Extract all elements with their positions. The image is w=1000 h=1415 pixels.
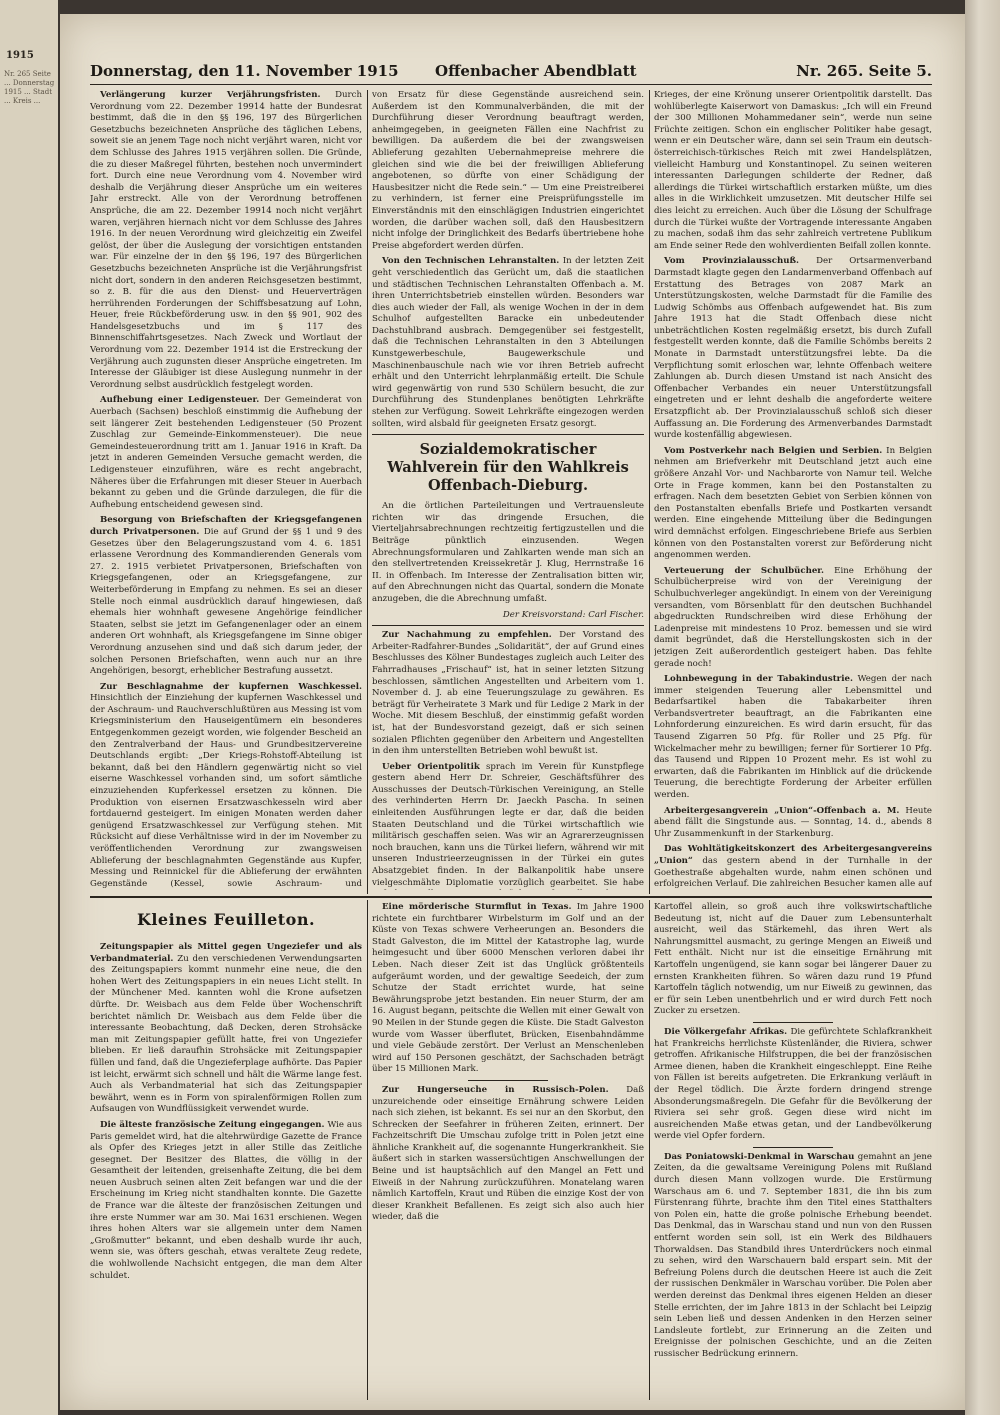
article-ledigensteuer xyxy=(90,395,362,511)
article-heading: Die Völkergefahr Afrikas. xyxy=(664,1026,788,1037)
article-heading: Zeitungspapier als Mittel gegen Ungeziefer und als Verbandmaterial. xyxy=(90,942,362,964)
article-heading: Zur Hungerseuche in Russisch-Polen. xyxy=(382,1084,609,1095)
feuilleton-column-3 xyxy=(654,902,932,1402)
article-heading: Besorgung von Briefschaften der Kriegsgefangenen durch Privatpersonen. xyxy=(90,515,362,537)
feuilleton-separator xyxy=(90,896,932,898)
article-body: Der Gemeinderat von Auerbach (Sachsen) beschloß einstimmig die Aufhebung der seit längerer Zeit bestehenden Ledigensteuer (50 Prozent Zuschlag zur Gemeinde-Einkommensteuer). Die neue Gemeindesteuerordnung tritt am 1. Januar 1916 in Kraft. Da jetzt in anderen Gemeinden Versuche gemacht werden, die Ledigensteuer einzuführen, wäre es recht angebracht, Näheres über die Erfahrungen mit dieser Steuer in Auerbach bekannt zu geben und die Gründe darzulegen, die für die Aufhebung entscheidend gewesen sind. xyxy=(90,395,362,510)
article-body: Der Vorstand des Arbeiter-Radfahrer-Bundes „Solidarität“, der auf Grund eines Beschlusses des Kölner Bundestages zugleich auch Leiter des Fahrradhauses „Frischauf“ ist, hat in seiner letzten Sitzung beschlossen, sämtlichen Angestellten und Arbeitern vom 1. November d. J. ab eine Teuerungszulage zu gewähren. Es beträgt für Verheiratete 3 Mark und für Ledige 2 Mark in der Woche. Mit diesem Beschluß, der einstimmig gefaßt worden ist, hat der Bundesvorstand gezeigt, daß er sich seinen sozialen Pflichten gegenüber den Arbeitern und Angestellten in den ihm unterstellten Betrieben wohl bewußt ist. xyxy=(372,630,644,757)
article-body: In Belgien nehmen am Briefverkehr mit Deutschland jetzt auch eine größere Anzahl Vor- und Nachbarorte von Namur teil. Welche Orte in Frage kommen, kann bei den Postanstalten zu erfragen. Nach dem besetzten Gebiet von Serbien können von den Postanstalten ebenfalls Briefe und Postkarten versandt werden. Eine eingehende Mitteilung über die Bedingungen wird demnächst erfolgen. Eingeschriebene Briefe aus Serbien können von den Postanstalten vorerst zur Beförderung nicht angenommen werden. xyxy=(654,445,932,561)
article-heading: Lohnbewegung in der Tabakindustrie. xyxy=(664,674,853,685)
masthead xyxy=(90,60,932,85)
article-body: Daß unzureichende oder einseitige Ernährung schwere Leiden nach sich ziehen, ist bekannt. Es sei nur an den Skorbut, den Schrecken der Seefahrer in früheren Zeiten, erinnert. Der Fachzeitschrift Die Umschau zufolge tritt in Polen jetzt eine ähnliche Krankheit auf, die sogenannte Hungerkrankheit. Sie äußert sich in starken wassersüchtigen Anschwellungen der Beine und ist hauptsächlich auf den Mangel an Fett und Eiweiß in der Nahrung zurückzuführen. Monatelang waren nämlich Kartoffeln, Kraut und Rüben die einzige Kost der von dieser Krankheit Befallenen. Es zeigt sich also auch hier wieder, daß die xyxy=(372,1084,644,1223)
kreisvorstand-signature: Der Kreisvorstand: Carl Fischer. xyxy=(502,609,644,620)
article-schulbuecher xyxy=(654,566,932,670)
previous-page-edge xyxy=(0,0,58,1415)
feuilleton-afrika xyxy=(654,1027,932,1143)
article-verjaehrung xyxy=(90,90,362,391)
article-gesangverein xyxy=(654,806,932,841)
column-divider xyxy=(367,90,368,894)
article-provinzialausschuss xyxy=(654,256,932,442)
article-body: Wie aus Paris gemeldet wird, hat die altehrwürdige Gazette de France als Opfer des Krieges jetzt in aller Stille das Zeitliche gesegnet. Der Besitzer des Blattes, die völlig in der Gesamtheit der leitenden, greisenhafte Zeitung, die bei dem neuen Ausbruch seinen alten Zeit befangen war und die der Erscheinung im Krieg nicht standhalten konnte. Die Gazette de France war die älteste der französischen Zeitungen und ihre erste Nummer war am 30. Mai 1631 erschienen. Wegen ihres hohen Alters war sie allgemein unter dem Namen „Großmutter“ bekannt, und eben deshalb wurde ihr auch, wenn sie, was öfters geschah, etwas veraltete Zeug redete, die wohlwollende Nachsicht entgegen, die man dem Alter schuldet. xyxy=(90,1119,362,1281)
masthead-paper-name: Offenbacher Abendblatt xyxy=(435,62,637,80)
feuilleton-hungerseuche xyxy=(372,1085,644,1224)
sozialdemokratischer-wahlverein-title: Sozialdemokratischer Wahlverein für den Wahlkreis Offenbach-Dieburg. xyxy=(387,441,629,495)
article-heading: Das Wohltätigkeitskonzert des Arbeitergesangvereins „Union“ xyxy=(654,844,932,866)
wahlverein-notice: An die örtlichen Parteileitungen und Vertrauensleute richten wir das dringende Ersuchen, die Vierteljahrsabrechnungen rechtzeitig fertigzustellen und die Beiträge pünktlich einzusenden. Wegen Abrechnungsformularen und Zahlkarten wende man sich an den stellvertretenden Kreissekretär J. Klug, Herrnstraße 16 II. in Offenbach. Im Interesse der Zentralisation bitten wir, auf den Abrechnungen nicht das Quartal, sondern die Monate anzugeben, die die Abrechnung umfaßt. xyxy=(372,501,644,604)
article-lehranstalten xyxy=(372,256,644,430)
feuilleton-gazette xyxy=(90,1120,362,1282)
article-body: Die gefürchtete Schlafkrankheit hat Frankreichs herrlichste Küstenländer, die Riviera, schwer getroffen. Afrikanische Hilfstruppen, die bei der französischen Armee dienen, haben die Krankheit eingeschleppt. Eine Reihe von Fällen ist bereits aufgetreten. Die Erkrankung verläuft in der Regel tödlich. Die Ärzte fordern dringend strenge Absonderungsmaßregeln. Die Gefahr für die Bevölkerung der Riviera sei sehr groß. Gegen diese wird nicht im ausreichenden Maße etwas getan, und der Landbevölkerung werde viel Opfer fordern. xyxy=(654,1026,932,1142)
column-divider xyxy=(367,900,368,1400)
article-waschkessel-continued: von Ersatz für diese Gegenstände ausreichend sein. Außerdem ist den Kommunalverbänden, die mit der Durchführung dieser Verordnung beauftragt werden, anheimgegeben, in geeigneten Fällen eine Nachfrist zu bewilligen. Da außerdem die bei der zwangsweisen Ablieferung gezahlten Uebernahmepreise mehrere die gleichen sind wie die bei der freiwilligen Ablieferung angebotenen, so dürfte von einer Schädigung der Hausbesitzer nicht die Rede sein.“ — Um eine Preistreiberei zu verhindern, ist ferner eine Preisprüfungsstelle im Einverständnis mit den einschlägigen Industrien eingerichtet worden, die darüber wachen soll, daß den Hausbesitzern nicht infolge der Dringlichkeit des Bedarfs übertriebene hohe Preise abgefordert werden dürfen. xyxy=(372,90,644,251)
article-body: Hinsichtlich der Einziehung der kupfernen Waschkessel und der Aschraum- und Rauchverschlußtüren aus Messing ist vom Kriegsministerium den Hauseigentümern ein besonderes Entgegenkommen gezeigt worden, wie folgender Bescheid an den Zentralverband der Haus- und Grundbesitzervereine Deutschlands ergibt: „Der Kriegs-Rohstoff-Abteilung ist bekannt, daß bei den Händlern gegenwärtig nicht so viel eiserne Waschkessel vorhanden sind, um sofort sämtliche einzuziehenden Kupferkessel ersetzen zu können. Die Produktion von eisernen Ersatzwaschkesseln wird aber fortdauernd gesteigert. Im einigen Monaten werden daher genügend Ersatzwaschkessel zur Verfügung stehen. Mit Rücksicht auf diese Verhältnisse wird in der im November zu veröffentlichenden Verordnung zur zwangsweisen Ablieferung der beschlagnahmten Gegenstände aus Kupfer, Messing und Reinnickel für die Ablieferung der erwähnten Gegenstände (Kessel, sowie Aschraum- und xyxy=(90,693,362,889)
article-orientpolitik-continued: Krieges, der eine Krönung unserer Orientpolitik darstellt. Das wohlüberlegte Kaiserwort von Damaskus: „Ich will ein Freund der 300 Millionen Mohammedaner sein“, werde nun seine Früchte zeitigen. Schon ein englischer Politiker habe gesagt, wenn er ein Deutscher wäre, dann sei sein Traum ein deutsch-österreichisch-türkisches Reich mit zwei Handelsplätzen, vielleicht Hamburg und Konstantinopel. Zu seinen weiteren interessanten Darlegungen schilderte der Redner, daß allerdings die Türkei wirtschaftlich erstarken müßte, um dies alles in die Wirklichkeit umzusetzen. Mit deutscher Hilfe sei dies leicht zu erreichen. Auch über die Lösung der Schulfrage durch die Türkei wußte der Vortragende interessante Angaben zu machen, sodaß ihm das sehr zahlreich vertretene Publikum am Ende seiner Rede den wohlverdienten Beifall zollen konnte. xyxy=(654,90,932,251)
article-body: Die auf Grund der §§ 1 und 9 des Gesetzes über den Belagerungszustand vom 4. 6. 1851 erlassene Verordnung des Kommandierenden Generals vom 27. 2. 1915 verbietet Privatpersonen, Briefschaften von Kriegsgefangenen, oder an Kriegsgefangene, zur Weiterbeförderung in Empfang zu nehmen. Es sei an dieser Stelle noch einmal ausdrücklich darauf hingewiesen, daß ehemals hier wohnhaft gewesene Angehörige feindlicher Staaten, selbst sie jetzt im Gefangenenlager oder an einem anderen Ort wohnhaft, als Kriegsgefangene im Sinne obiger Verordnung anzusehen sind und daß sich darum jeder, der solchen Personen Briefschaften, wenn auch nur an ihre Angehörigen, besorgt, erheblicher Bestrafung aussetzt. xyxy=(90,526,362,677)
article-waschkessel xyxy=(90,682,362,890)
section-rule xyxy=(372,625,644,626)
article-nachahmung xyxy=(372,630,644,758)
article-body: Zu den verschiedenen Verwendungsarten des Zeitungspapiers kommt nunmehr eine neue, die den hohen Wert des Zeitungspapiers in ein neues Licht stellt. In der Münchener Med. kannten wohl die Krone aufsetzen dürfte. Dr. Weisbach aus dem Felde über Wochenschrift berichtet nämlich Dr. Weisbach aus dem Felde über die interessante Beobachtung, daß Decken, deren Strohsäcke man mit Zeitungspapier gefüllt hatte, frei von Ungeziefer blieben. Er ließ daraufhin Strohsäcke mit Zeitungspapier füllen und fand, daß die Ungezieferplage aufhörte. Das Papier ist leicht, erwärmt sich schnell und hält die Wärme lange fest. Auch als Verbandmaterial hat sich das Zeitungspapier bewährt, wenn es in Form von spiralenförmigen Rollen zum Aufsaugen von Wundflüssigkeit verwendet wurde. xyxy=(90,953,362,1115)
section-rule xyxy=(372,434,644,435)
masthead-date: Donnerstag, den 11. November 1915 xyxy=(90,62,399,80)
article-body: Der Ortsarmenverband Darmstadt klagte gegen den Landarmenverband Offenbach auf Erstattung des Betrages von 2087 Mark an Unterstützungskosten, welche Darmstadt für die Familie des Ludwig Schömbs aus Offenbach aufgewendet hat. Bis zum Jahre 1913 hat die Stadt Offenbach diese nicht unbeträchtlichen Kosten regelmäßig ersetzt, bis durch Zufall festgestellt werden konnte, daß die Familie Schömbs bereits 2 Monate in Darmstadt unterstützungsfrei lebte. Da die Verpflichtung somit erloschen war, lehnte Offenbach weitere Zahlungen ab. Durch diesen Umstand ist nach Ansicht des Offenbacher Verbandes ein neuer Unterstützungsfall eingetreten und er lehnt deshalb die angeforderte weitere Ersatzpflicht ab. Der Provinzialausschuß schloß sich dieser Auffassung an. Die Forderung des Armenverbandes Darmstadt wurde kostenfällig abgewiesen. xyxy=(654,256,932,441)
article-heading: Vom Postverkehr nach Belgien und Serbien. xyxy=(664,445,883,456)
column-divider xyxy=(649,90,650,894)
feuilleton-sturmflut xyxy=(372,902,644,1076)
article-body: Heute abend fällt die Singstunde aus. — Sonntag, 14. d., abends 8 Uhr Zusammenkunft in der Starkenburg. xyxy=(654,805,932,839)
article-body: sprach im Verein für Kunstpflege gestern abend Herr Dr. Schreier, Geschäftsführer des Ausschusses der Deutsch-Türkischen Vereinigung, an Stelle des verhinderten Herrn Dr. Jaeckh Pascha. In seinen einleitenden Ausführungen legte er dar, daß die beiden Staaten Deutschland und die Türkei wirtschaftlich wie militärisch geschaffen seien. Was wir an Agrarerzeugnissen noch brauchen, kann uns die Türkei liefern, während wir mit unseren Industrieerzeugnissen in der Türkei ein gutes Absatzgebiet finden. In der Balkanpolitik habe unsere vielgeschmähte Diplomatie vorzüglich gearbeitet. Sie habe xyxy=(372,761,644,888)
feuilleton-column-1 xyxy=(90,942,362,1402)
feuilleton-column-2 xyxy=(372,902,644,1402)
column-divider xyxy=(649,900,650,1400)
article-postverkehr xyxy=(654,446,932,562)
article-body: Im Jahre 1900 richtete ein furchtbarer Wirbelsturm im Golf und an der Küste von Texas schwere Verheerungen an. Besonders die Stadt Galveston, die im Mittel der Katastrophe lag, wurde heimgesucht und über 6000 Menschen verloren dabei ihr Leben. Nach dieser Zeit ist das Unglück größtenteils aufgeräumt worden, und der gewaltige Seedeich, der zum Schutze der Stadt errichtet wurde, hat seine Bewährungsprobe jetzt bestanden. Ein neuer Sturm, der am 16. August begann, peitschte die Wellen mit einer Gewalt von 90 Meilen in der Stunde gegen die Küste. Die Stadt Galveston wurde vom Wasser überflutet, Brücken, Eisenbahndämme und viele Gebäude zerstört. Der Verlust an Menschenleben wird auf 150 Personen geschätzt, der Sachschaden beträgt über 15 Millionen Mark. xyxy=(372,902,644,1075)
article-heading: Von den Technischen Lehranstalten. xyxy=(382,256,560,267)
column-3 xyxy=(654,90,932,890)
newspaper-page xyxy=(60,14,965,1410)
article-tabakindustrie xyxy=(654,674,932,802)
previous-page-year: 1915 xyxy=(6,50,34,61)
column-2 xyxy=(372,90,644,890)
article-heading: Verteuerung der Schulbücher. xyxy=(664,565,825,576)
book-binding-edge xyxy=(965,0,1000,1415)
previous-page-fragment: Nr. 265 Seite ... Donnerstag 1915 ... Stadt ... Kreis ... xyxy=(4,70,55,105)
small-rule xyxy=(753,1147,833,1148)
article-heading: Aufhebung einer Ledigensteuer. xyxy=(100,395,260,406)
article-heading: Zur Beschlagnahme der kupfernen Waschkessel. xyxy=(100,681,362,692)
feuilleton-kartoffel-continued: Kartoffel allein, so groß auch ihre volkswirtschaftliche Bedeutung ist, nicht auf die Dauer zum Lebensunterhalt ausreicht, weil das Stärkemehl, das ihren Wert als Nahrungsmittel ausmacht, zu geringe Mengen an Eiweiß und Fett enthält. Nicht nur ist die einseitige Ernährung mit Kartoffeln ungenügend, sie kann sogar bei längerer Dauer zu ernsten Krankheiten führen. So wären dazu rund 19 Pfund Kartoffeln täglich notwendig, um nur Eiweiß zu gewinnen, das er für sein Leben unentbehrlich und er wird durch Fett noch Zucker zu ersetzen. xyxy=(654,902,932,1017)
article-orientpolitik xyxy=(372,762,644,890)
masthead-issue: Nr. 265. Seite 5. xyxy=(796,62,932,80)
column-1 xyxy=(90,90,362,890)
article-body: Durch Verordnung vom 22. Dezember 19914 hatte der Bundesrat bestimmt, daß die in den §§ 196, 197 des Bürgerlichen Gesetzbuchs bezeichneten Ansprüche des täglichen Lebens, soweit sie an jenem Tage noch nicht verjährt waren, nicht vor dem Schlusse des Jahres 1915 verjähren sollen. Die Gründe, die zu dieser Maßregel führten, bestehen noch unvermindert fort. Durch eine neue Verordnung vom 4. November wird deshalb die Verjährung dieser Ansprüche um ein weiteres Jahr erstreckt. Alle von der Verordnung betroffenen Ansprüche, die am 22. Dezember 19914 noch nicht verjährt waren, verjähren hiernach nicht vor dem Schlusse des Jahres 1916. In der neuen Verordnung wird gleichzeitig ein Zweifel gelöst, der über die Auslegung der vorsichtigen entstanden war. Für einzelne der in den §§ 196, 197 des Bürgerlichen Gesetzbuchs bezeichneten Ansprüche ist die Verjährungsfrist nicht dort, sondern in den anderen Reichsgesetzen bestimmt, so z. B. für die aus den Dienst- und Heuerverträgen herrührenden Forderungen der Schiffsbesatzung auf Lohn, Heuer, freie Rückbeförderung usw. in den §§ 901, 902 des Handelsgesetzbuchs und im § 117 des Binnenschiffahrtsgesetzes. Nach Zweck und Wortlaut der Verordnung vom 22. Dezember 1914 ist die Erstreckung der Verjährung auch zugunsten dieser Ansprüche eingetreten. Im Interesse der Gläubiger ist diese Auslegung nunmehr in der Verordnung selbst ausdrücklich festgelegt worden. xyxy=(90,90,362,390)
article-body: das gestern abend in der Turnhalle in der Goethestraße abgehalten wurde, nahm einen schönen und erfolgreichen Verlauf. Die zahlreichen Besucher kamen alle auf xyxy=(654,856,932,890)
article-heading: Zur Nachahmung zu empfehlen. xyxy=(382,630,552,641)
article-heading: Eine mörderische Sturmflut in Texas. xyxy=(382,902,572,912)
article-kriegsgefangene xyxy=(90,515,362,677)
article-heading: Verlängerung kurzer Verjährungsfristen. xyxy=(100,90,321,100)
article-body: In der letzten Zeit geht verschiedentlich das Gerücht um, daß die staatlichen und städtischen Technischen Lehranstalten Offenbach a. M. ihren Unterrichtsbetrieb einstellen würden. Besonders war dies auch wieder der Fall, als wenige Wochen in der in dem Schulhof aufgestellten Baracke ein unbedeutender Dachstuhlbrand ausbrach. Demgegenüber sei festgestellt, daß die Technischen Lehranstalten in den 3 Abteilungen Kunstgewerbeschule, Baugewerkschule und Maschinenbauschule nach wie vor ihren Betrieb aufrecht erhält und den Unterricht lehrplanmäßig erteilt. Die Schule wird gegenwärtig von rund 530 Schülern besucht, die zur Durchführung des Stundenplanes benötigten Lehrkräfte stehen zur Verfügung. Soweit Lehrkräfte eingezogen werden sollten, wird alsbald für geeigneten Ersatz gesorgt. xyxy=(372,256,644,429)
article-body: Wegen der nach immer steigenden Teuerung aller Lebensmittel und Bedarfsartikel haben die Tabakarbeiter ihren Verbandsvertreter beauftragt, an die Fabrikanten eine Lohnforderung einzureichen. Es wird darin ersucht, für das Tausend Zigarren 50 Pfg. für Roller und 25 Pfg. für Wickelmacher mehr zu bewilligen; ferner für Sortierer 10 Pfg. das Tausend und Rippen 10 Prozent mehr. Es ist wohl zu erwarten, daß die Fabrikanten im Hinblick auf die drückende Teuerung, die berechtigte Forderung der Arbeiter erfüllen werden. xyxy=(654,674,932,801)
article-heading: Vom Provinzialausschuß. xyxy=(664,256,799,267)
article-heading: Das Poniatowski-Denkmal in Warschau xyxy=(664,1151,855,1162)
feuilleton-title: Kleines Feuilleton. xyxy=(136,910,316,929)
feuilleton-zeitungspapier xyxy=(90,942,362,1116)
small-rule xyxy=(753,1022,833,1023)
article-heading: Die älteste französische Zeitung eingegangen. xyxy=(100,1119,325,1130)
small-rule xyxy=(468,1080,548,1081)
article-body: gemahnt an jene Zeiten, da die gewaltsame Vereinigung Polens mit Rußland durch diesen Mann vollzogen wurde. Die Erstürmung Warschaus am 6. und 7. September 1831, die ihn bis zum Fürstenrang führte, brachte ihm den Titel eines Statthalters von Polen ein, hatte die große polnische Erhebung beendet. Das Denkmal, das in Warschau stand und nun von den Russen entfernt worden sein soll, ist ein Werk des Bildhauers Thorwaldsen. Das Standbild ihres Unterdrückers noch einmal zu sehen, wird den Warschauern bald erspart sein. Mit der Befreiung Polens durch die deutschen Heere ist auch die Zeit der russischen Denkmäler in Warschau vorüber. Die Polen aber werden dereinst das Denkmal ihres eigenen Helden an dieser Stelle errichten, der im Jahre 1813 in der Schlacht bei Leipzig sein Leben ließ und dessen Andenken in den Herzen seiner Landsleute fortlebt, zur Erinnerung an die Zeiten und Ereignisse der polnischen Geschichte, und an die Zeiten russischer Bedrückung erinnern. xyxy=(654,1151,932,1359)
feuilleton-poniatowski xyxy=(654,1152,932,1361)
article-wohltaetigkeitskonzert xyxy=(654,844,932,890)
article-body: Eine Erhöhung der Schulbücherpreise wird von der Vereinigung der Schulbuchverleger angekündigt. In einem von der Vereinigung versandten, vom Börsenblatt für den deutschen Buchhandel abgedruckten Rundschreiben wird diese Erhöhung der Ladenpreise mit mindestens 10 Proz. bemessen und sie wird damit begründet, daß die Herstellungskosten sich in der jetzigen Zeit außerordentlich gesteigert haben. Das fehlte gerade noch! xyxy=(654,565,932,669)
article-heading: Ueber Orientpolitik xyxy=(382,761,480,772)
article-heading: Arbeitergesangverein „Union“-Offenbach a. M. xyxy=(664,805,900,816)
